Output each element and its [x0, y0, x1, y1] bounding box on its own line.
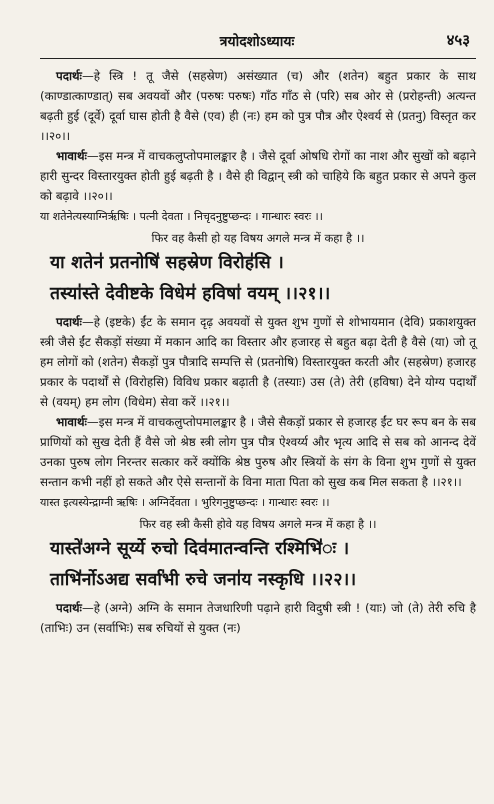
bhavartha-paragraph-21 [40, 412, 476, 492]
bhavartha-paragraph-20 [40, 146, 476, 206]
padartha-text: —हे स्त्रि ! तू जैसे (सहस्रेण) असंख्यात (च) और (शतेन) बहुत प्रकार के साथ (काण्डात्काण्डात्) सब अवयवों और (परुषः परुषः) गाँठ गाँठ से (परि) सब ओर से (प्ररोहन्ती) अत्यन्त बढ़ती हुई (दूर्वे) दूर्वा घास होती है वैसे (एव) ही (नः) हम को पुत्र पौत्र और ऐश्वर्य से (प्रतनु) विस्तृत कर ।।२०।। [40, 69, 476, 143]
padartha-text: —हे (अग्ने) अग्नि के समान तेजधारिणी पढ़ाने हारी विदुषी स्त्री ! (याः) जो (ते) तेरी रुचि है (ताभिः) उन (सर्वाभिः) सब रुचियों से युक्त (नः) [40, 601, 476, 635]
padartha-label: पदार्थः [56, 69, 82, 83]
verse-line-21b: तस्या॑स्ते देवीष्टके विधेम॑ हविषा॑ वयम् ।।२१।। [50, 284, 331, 304]
padartha-label: पदार्थः [56, 315, 82, 329]
bhavartha-label: भावार्थः [56, 149, 87, 163]
bhavartha-label: भावार्थः [56, 415, 87, 429]
verse-line-21a: या शतेन॑ प्रतनोषि॑ सहस्रेण विरोह॑सि । [50, 253, 284, 273]
page-body [40, 66, 476, 638]
mantra-intro-21: फिर वह कैसी हो यह विषय अगले मन्त्र में कहा है ।। [151, 231, 365, 245]
mantra-intro-22: फिर वह स्त्री कैसी होवे यह विषय अगले मन्त्र में कहा है ।। [139, 517, 377, 531]
padartha-paragraph-20 [40, 66, 476, 146]
page-number: ४५३ [446, 31, 470, 49]
padartha-label: पदार्थः [56, 601, 82, 615]
header-rule [40, 58, 476, 59]
page-header [40, 32, 474, 54]
padartha-paragraph-21 [40, 312, 476, 412]
padartha-text: —हे (इष्टके) ईंट के समान दृढ़ अवयवों से युक्त शुभ गुणों से शोभायमान (देवि) प्रकाशयुक्त स्त्री जैसे ईंट सैकड़ों संख्या में मकान आदि का विस्तार और हजारह से बहुत बढ़ा देती है वैसे (या) जो तू हम लोगों को (शतेन) सैकड़ों पुत्र पौत्रादि सम्पत्ति से (प्रतनोषि) विस्तारयुक्त करती और (सहस्रेण) हजारह प्रकार के पदार्थों से (विरोहसि) विविध प्रकार बढ़ाती है (तस्याः) उस (ते) तेरी (हविषा) देने योग्य पदार्थों से (वयम्) हम लोग (विधेम) सेवा करें ।।२१।। [40, 315, 476, 409]
padartha-paragraph-22 [40, 598, 476, 638]
mantra-meta-21: या शतेनेत्यस्याग्निर्ऋषिः । पत्नी देवता । निचृदनुष्टुप्छन्दः । गान्धारः स्वरः ।। [40, 210, 323, 223]
verse-line-22b: ताभि॑र्नोऽअद्य सर्वा॑भी रुचे जना॑य नस्कृधि ।।२२।। [50, 570, 357, 590]
verse-line-22a: यास्ते॑अग्ने सूर्य्ये रुचो दिव॑मातन्वन्ति रश्मिभि॑ः । [50, 539, 350, 559]
bhavartha-text: —इस मन्त्र में वाचकलुप्तोपमालङ्कार है । जैसे सैकड़ों प्रकार से हजारह ईंट घर रूप बन के सब प्राणियों को सुख देती हैं वैसे जो श्रेष्ठ स्त्री लोग पुत्र पौत्र ऐश्वर्य्य और भृत्य आदि से सब को आनन्द देवें उनका पुरुष लोग निरन्तर सत्कार करें क्योंकि श्रेष्ठ पुरुष और स्त्रियों के संग के विना शुभ गुणों से युक्त सन्तान कभी नहीं हो सकते और ऐसे सन्तानों के विना माता पिता को सुख कब मिल सकता है ।।२१।। [40, 415, 476, 489]
mantra-meta-22: यास्त इत्यस्येन्द्राग्नी ऋषिः । अग्निर्देवता । भुरिगनुष्टुप्छन्दः । गान्धारः स्वरः ।। [40, 496, 330, 509]
bhavartha-text: —इस मन्त्र में वाचकलुप्तोपमालङ्कार है । जैसे दूर्वा ओषधि रोगों का नाश और सुखों को बढ़ाने हारी सुन्दर विस्तारयुक्त होती हुई बढ़ती है । वैसे ही विद्वान् स्त्री को चाहिये कि बहुत प्रकार से अपने कुल को बढ़ावे ।।२०।। [40, 149, 476, 203]
chapter-title: त्रयोदशोऽध्यायः [219, 34, 295, 50]
